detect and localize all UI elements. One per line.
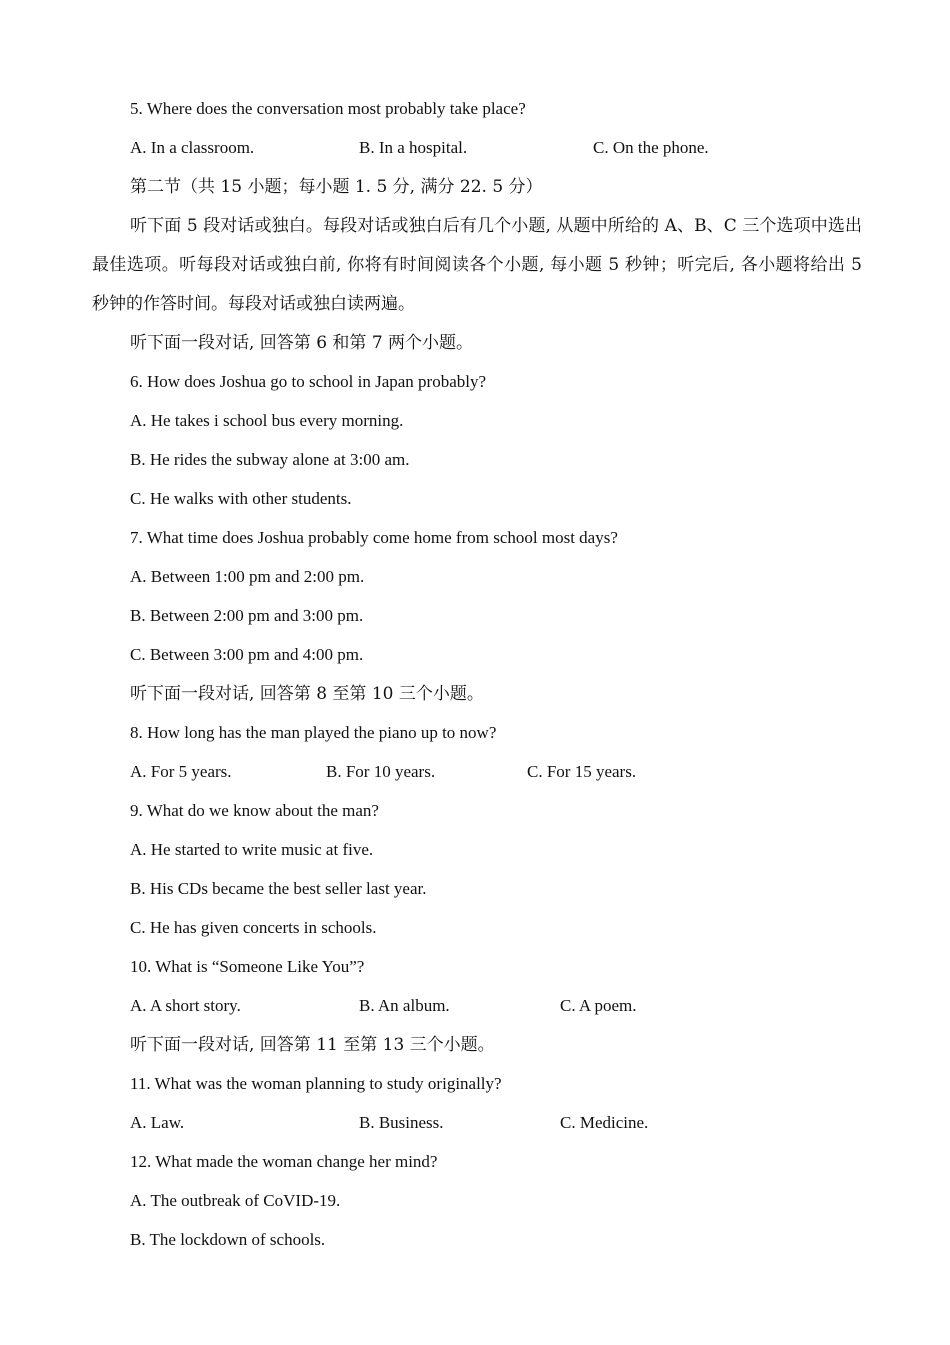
q5-option-b: B. In a hospital. bbox=[359, 138, 468, 157]
q9-option-a: A. He started to write music at five. bbox=[130, 840, 374, 859]
q8-option-b: B. For 10 years. bbox=[326, 762, 436, 781]
q7-option-c: C. Between 3:00 pm and 4:00 pm. bbox=[130, 645, 364, 664]
question-9: 9. What do we know about the man? bbox=[130, 801, 379, 820]
question-7: 7. What time does Joshua probably come home from school most days? bbox=[130, 528, 618, 547]
q6-option-c: C. He walks with other students. bbox=[130, 489, 352, 508]
question-12: 12. What made the woman change her mind? bbox=[130, 1152, 438, 1171]
q11-option-b: B. Business. bbox=[359, 1113, 444, 1132]
q10-option-c: C. A poem. bbox=[560, 996, 637, 1015]
q12-option-b: B. The lockdown of schools. bbox=[130, 1230, 326, 1249]
q6-option-b: B. He rides the subway alone at 3:00 am. bbox=[130, 450, 410, 469]
q7-option-a: A. Between 1:00 pm and 2:00 pm. bbox=[130, 567, 365, 586]
q7-option-b: B. Between 2:00 pm and 3:00 pm. bbox=[130, 606, 364, 625]
q10-option-a: A. A short story. bbox=[130, 996, 241, 1015]
q10-option-b: B. An album. bbox=[359, 996, 450, 1015]
question-11: 11. What was the woman planning to study originally? bbox=[130, 1074, 502, 1093]
q6-option-a: A. He takes i school bus every morning. bbox=[130, 411, 404, 430]
question-10: 10. What is “Someone Like You”? bbox=[130, 957, 365, 976]
q12-option-a: A. The outbreak of CoVID-19. bbox=[130, 1191, 341, 1210]
q11-option-a: A. Law. bbox=[130, 1113, 185, 1132]
q11-option-c: C. Medicine. bbox=[560, 1113, 649, 1132]
intro-questions-6-7: 听下面一段对话, 回答第 6 和第 7 两个小题。 bbox=[130, 333, 474, 353]
question-5: 5. Where does the conversation most probably take place? bbox=[130, 99, 526, 118]
q9-option-b: B. His CDs became the best seller last year. bbox=[130, 879, 427, 898]
intro-questions-11-13: 听下面一段对话, 回答第 11 至第 13 三个小题。 bbox=[130, 1035, 495, 1055]
question-6: 6. How does Joshua go to school in Japan probably? bbox=[130, 372, 487, 391]
q5-option-a: A. In a classroom. bbox=[130, 138, 255, 157]
intro-questions-8-10: 听下面一段对话, 回答第 8 至第 10 三个小题。 bbox=[130, 684, 484, 704]
q5-option-c: C. On the phone. bbox=[593, 138, 709, 157]
q8-option-c: C. For 15 years. bbox=[527, 762, 637, 781]
q8-option-a: A. For 5 years. bbox=[130, 762, 232, 781]
question-8: 8. How long has the man played the piano up to now? bbox=[130, 723, 497, 742]
section-2-heading: 第二节（共 15 小题；每小题 1. 5 分, 满分 22. 5 分） bbox=[130, 177, 543, 197]
section-2-instructions: 听下面 5 段对话或独白。每段对话或独白后有几个小题, 从题中所给的 A、B、C 三个选项中选出最佳选项。听每段对话或独白前, 你将有时间阅读各个小题, 每小题 5 秒钟；听完后, 各小题将给出 5 秒钟的作答时间。每段对话或独白读两遍。 bbox=[92, 216, 862, 314]
q9-option-c: C. He has given concerts in schools. bbox=[130, 918, 377, 937]
